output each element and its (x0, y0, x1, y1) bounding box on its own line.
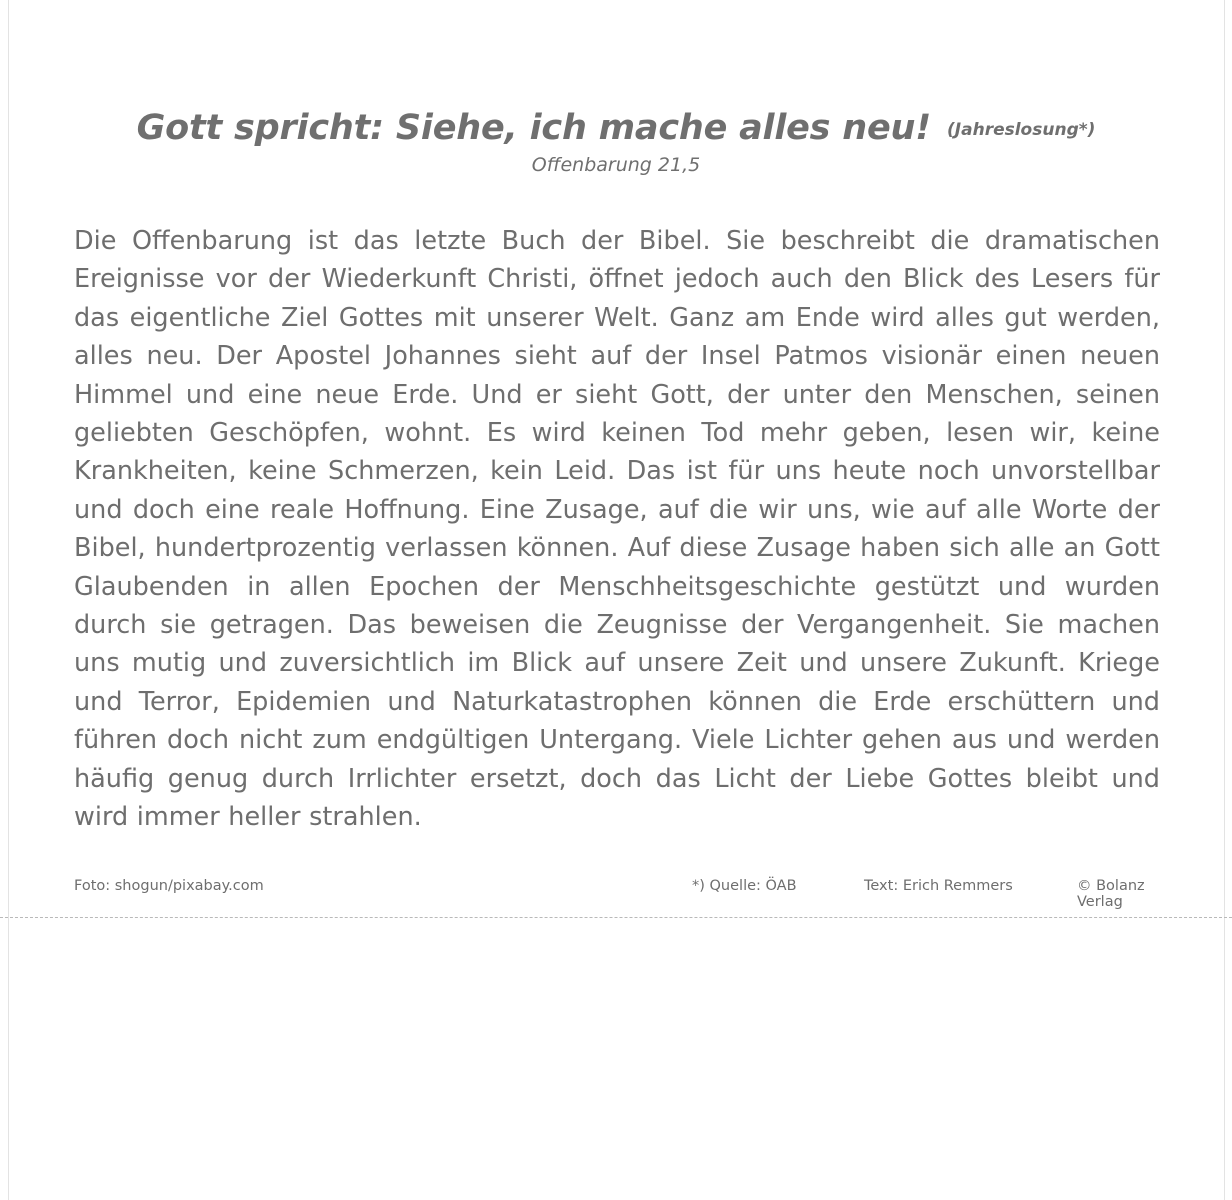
bible-reference: Offenbarung 21,5 (531, 154, 701, 176)
headline-footnote: (Jahreslosung*) (947, 120, 1096, 140)
credit-text-author: Text: Erich Remmers (864, 878, 1013, 894)
credit-photo: Foto: shogun/pixabay.com (74, 878, 264, 894)
page-title: Gott spricht: Siehe, ich mache alles neu! (136, 108, 932, 148)
credit-publisher: © Bolanz Verlag (1077, 878, 1145, 910)
headline-row (137, 108, 1096, 148)
credits-row (74, 878, 1160, 910)
credit-source: *) Quelle: ÖAB (692, 878, 797, 894)
headline-block (0, 108, 1232, 176)
page-border-right (1224, 0, 1225, 1200)
body-paragraph: Die Offenbarung ist das letzte Buch der Bibel. Sie beschreibt die dramatischen Ereignisse vor der Wiederkunft Christi, öffnet jedoch auch den Blick des Lesers für das eigentliche Ziel Gottes mit unserer Welt. Ganz am Ende wird alles gut werden, alles neu. Der Apostel Johannes sieht auf der Insel Patmos visionär einen neuen Himmel und eine neue Erde. Und er sieht Gott, der unter den Menschen, seinen geliebten Geschöpfen, wohnt. Es wird keinen Tod mehr geben, lesen wir, keine Krankheiten, keine Schmerzen, kein Leid. Das ist für uns heute noch unvorstellbar und doch eine reale Hoffnung. Eine Zusage, auf die wir uns, wie auf alle Worte der Bibel, hundertprozentig verlassen können. Auf diese Zusage haben sich alle an Gott Glaubenden in allen Epochen der Menschheitsgeschichte gestützt und wurden durch sie getragen. Das beweisen die Zeugnisse der Vergangenheit. Sie machen uns mutig und zuversichtlich im Blick auf unsere Zeit und unsere Zukunft. Kriege und Terror, Epidemien und Naturkatastrophen können die Erde erschüttern und führen doch nicht zum endgültigen Untergang. Viele Lichter gehen aus und werden häufig genug durch Irrlichter ersetzt, doch das Licht der Liebe Gottes bleibt und wird immer heller strahlen. (74, 226, 1160, 833)
perforation-divider (0, 917, 1232, 918)
page-border-left (8, 0, 9, 1200)
